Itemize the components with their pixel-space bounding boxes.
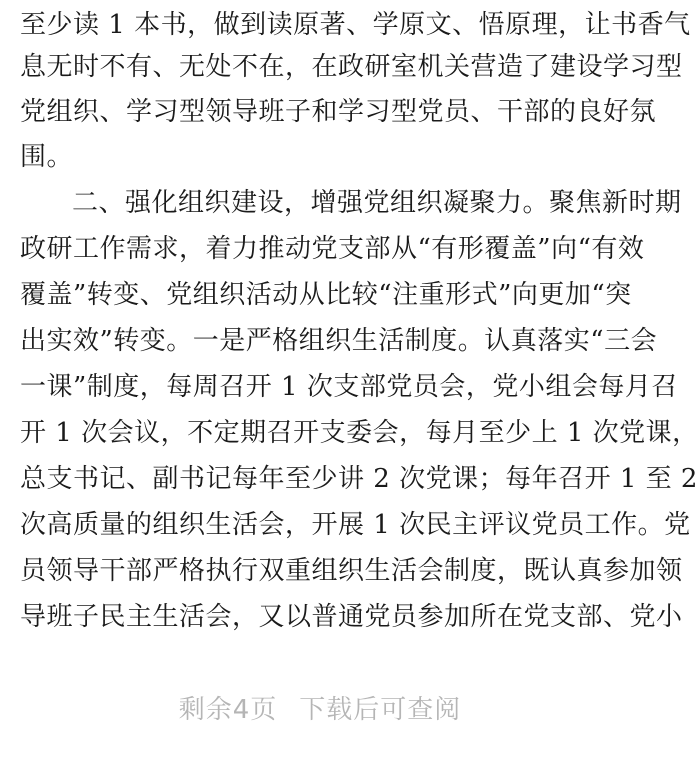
paragraph-line: 党组织、学习型领导班子和学习型党员、干部的良好氛 bbox=[20, 97, 657, 127]
paragraph-line: 至少读 1 本书，做到读原著、学原文、悟原理，让书香气 bbox=[20, 10, 691, 40]
paragraph-line: 开 1 次会议，不定期召开支委会，每月至少上 1 次党课， bbox=[20, 418, 699, 448]
remaining-pages-label: 剩余4页 bbox=[178, 695, 278, 725]
paragraph-line: 二、强化组织建设，增强党组织凝聚力。聚焦新时期 bbox=[72, 188, 682, 218]
paragraph-line: 总支书记、副书记每年至少讲 2 次党课；每年召开 1 至 2 bbox=[20, 464, 698, 494]
paragraph-line: 导班子民主生活会，又以普通党员参加所在党支部、党小 bbox=[20, 602, 683, 632]
paragraph-line: 次高质量的组织生活会，开展 1 次民主评议党员工作。党 bbox=[20, 510, 691, 540]
paragraph-line: 围。 bbox=[20, 142, 74, 172]
paragraph-line: 覆盖”转变、党组织活动从比较“注重形式”向更加“突 bbox=[20, 280, 632, 310]
paragraph-line: 员领导干部严格执行双重组织生活会制度，既认真参加领 bbox=[20, 556, 683, 586]
paragraph-line: 出实效”转变。一是严格组织生活制度。认真落实“三会 bbox=[20, 326, 658, 356]
paragraph-line: 政研工作需求，着力推动党支部从“有形覆盖”向“有效 bbox=[20, 234, 645, 264]
paragraph-line: 一课”制度，每周召开 1 次支部党员会，党小组会每月召 bbox=[20, 372, 678, 402]
download-prompt[interactable] bbox=[0, 686, 640, 734]
download-to-view-link[interactable]: 下载后可查阅 bbox=[299, 695, 462, 725]
paragraph-line: 息无时不有、无处不在，在政研室机关营造了建设学习型 bbox=[20, 52, 683, 82]
